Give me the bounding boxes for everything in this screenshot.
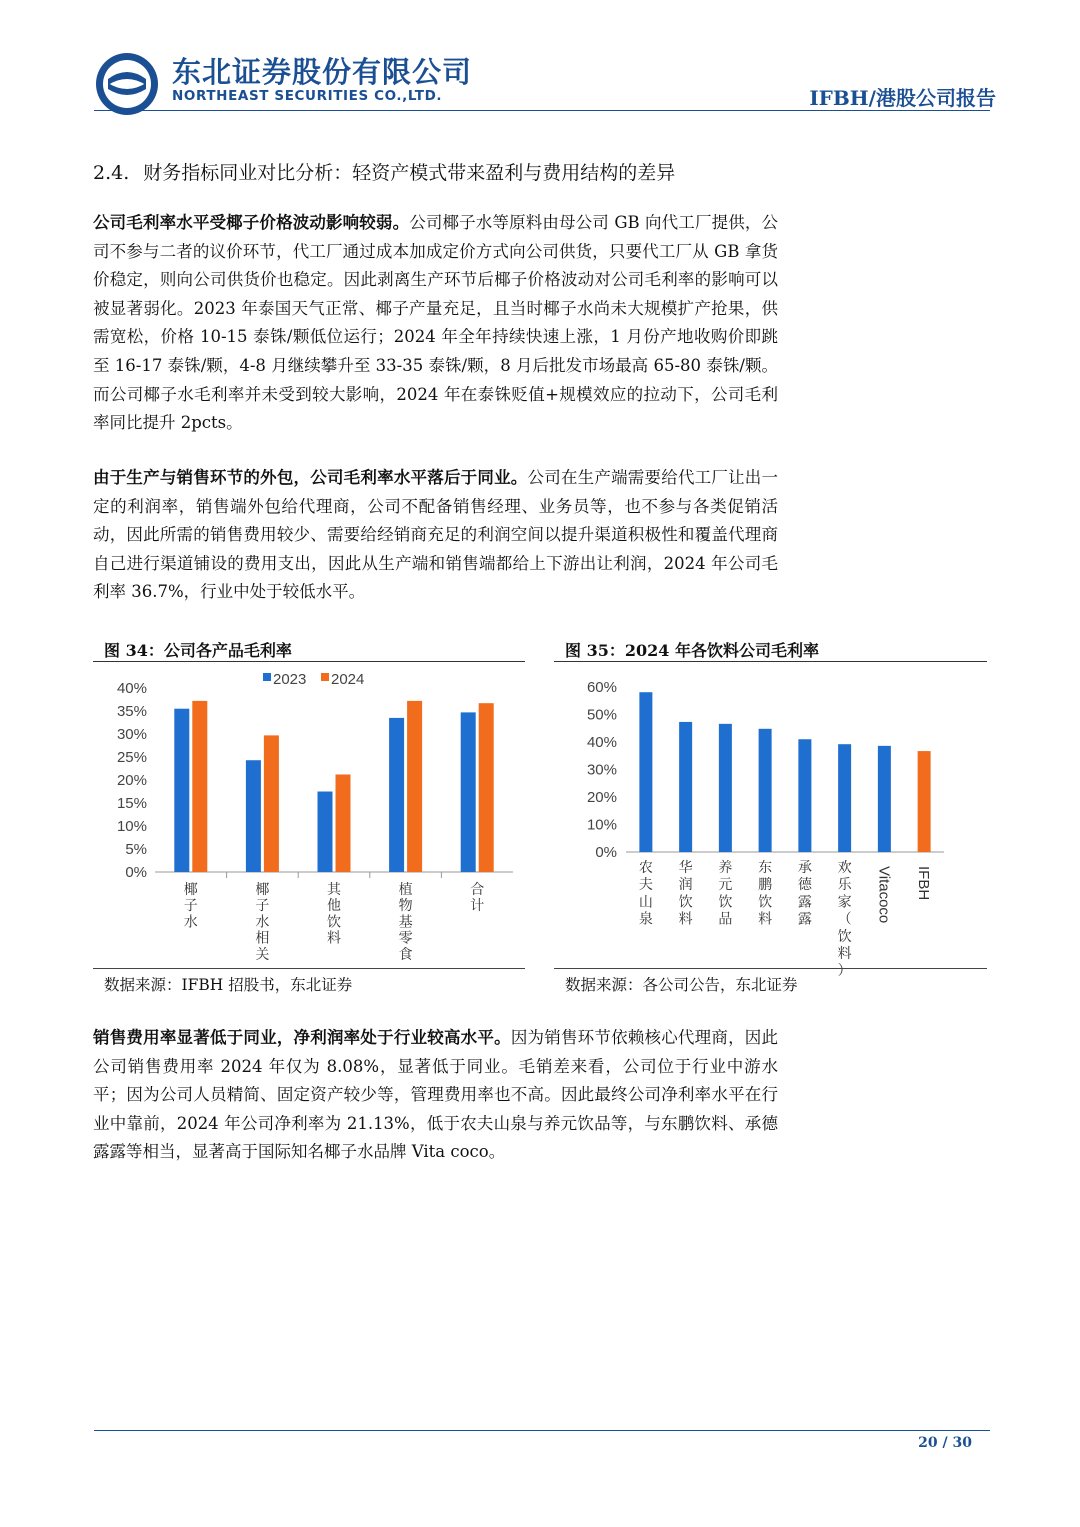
figure-34-source: 数据来源：IFBH 招股书，东北证券 bbox=[104, 976, 353, 994]
paragraph-lead: 由于生产与销售环节的外包，公司毛利率水平落后于同业。 bbox=[93, 468, 528, 487]
bar-2023-3 bbox=[318, 792, 333, 873]
figure-35-top-rule bbox=[554, 661, 987, 662]
paragraph-body: 因为销售环节依赖核心代理商，因此公司销售费用率 2024 年仅为 8.08%，显著低于同业。毛销差来看，公司位于行业中游水平；因为公司人员精简、固定资产较少等，管理费用率也不高。因此最终公司净利率水平在行业中靠前，2024 年公司净利率为 21.13%，低于农夫山泉与养元饮品等，与东鹏饮料、承德露露等相当，显著高于国际知名椰子水品牌 Vita coco。 bbox=[93, 1028, 779, 1162]
y-tick-label: 10% bbox=[116, 818, 147, 835]
y-tick-label: 15% bbox=[116, 795, 147, 812]
y-tick-label: 20% bbox=[586, 789, 617, 806]
x-category-label: 椰子水相关 bbox=[255, 881, 270, 962]
y-tick-label: 30% bbox=[116, 726, 147, 743]
x-category-label: 椰子水 bbox=[183, 881, 198, 930]
y-tick-label: 25% bbox=[116, 749, 147, 766]
figure-35-chart bbox=[554, 663, 987, 979]
y-tick-label: 0% bbox=[125, 864, 147, 881]
x-category-label: 养元饮品 bbox=[718, 859, 733, 927]
bar-4 bbox=[759, 729, 772, 852]
x-category-label: 欢乐家（饮料） bbox=[837, 859, 852, 979]
paragraph-outsourcing-margin bbox=[93, 464, 778, 607]
section-heading bbox=[93, 158, 675, 185]
y-tick-label: 0% bbox=[595, 844, 617, 861]
x-category-label: 农夫山泉 bbox=[638, 859, 653, 927]
figure-34-title: 图 34：公司各产品毛利率 bbox=[104, 641, 292, 660]
page-number: 20 / 30 bbox=[918, 1435, 972, 1451]
x-category-label: 东鹏饮料 bbox=[758, 859, 773, 927]
bar-7 bbox=[878, 746, 891, 852]
x-category-label: Vitacoco bbox=[875, 866, 893, 924]
bar-2023-5 bbox=[461, 712, 476, 872]
bar-2024-5 bbox=[479, 703, 494, 872]
x-category-label: 其他饮料 bbox=[327, 881, 341, 946]
bar-2023-4 bbox=[389, 718, 404, 872]
header-divider bbox=[94, 110, 990, 111]
x-category-label: IFBH bbox=[915, 866, 933, 901]
bar-2024-4 bbox=[407, 701, 422, 872]
figure-34-bottom-rule bbox=[93, 968, 525, 969]
bar-5 bbox=[798, 739, 811, 852]
y-tick-label: 20% bbox=[116, 772, 147, 789]
legend-swatch-2023 bbox=[263, 673, 271, 681]
bar-2024-1 bbox=[192, 701, 207, 872]
y-tick-label: 40% bbox=[586, 734, 617, 751]
bar-8 bbox=[918, 751, 931, 852]
y-tick-label: 30% bbox=[586, 761, 617, 779]
bar-2024-3 bbox=[336, 774, 351, 872]
figure-34-top-rule bbox=[93, 661, 525, 662]
figure-35-bottom-rule bbox=[554, 968, 987, 969]
company-logo-icon bbox=[94, 51, 160, 117]
y-tick-label: 35% bbox=[116, 703, 147, 720]
bar-2 bbox=[679, 722, 692, 852]
legend-swatch-2024 bbox=[321, 673, 329, 681]
paragraph-body: 公司椰子水等原料由母公司 GB 向代工厂提供，公司不参与二者的议价环节，代工厂通过成本加成定价方式向公司供货，只要代工厂从 GB 拿货价稳定，则向公司供货价也稳定。因此剥离生产环节后椰子价格波动对公司毛利率的影响可以被显著弱化。2023 年泰国天气正常、椰子产量充足，且当时椰子水尚未大规模扩产抢果，供需宽松，价格 10-15 泰铢/颗低位运行；2024 年全年持续快速上涨，1 月份产地收购价即跳至 16-17 泰铢/颗，4-8 月继续攀升至 33-35 泰铢/颗，8 月后批发市场最高 65-80 泰铢/颗。而公司椰子水毛利率并未受到较大影响，2024 年在泰铢贬值+规模效应的拉动下，公司毛利率同比提升 2pcts。 bbox=[93, 213, 779, 433]
y-tick-label: 50% bbox=[586, 706, 617, 724]
x-category-label: 合计 bbox=[470, 881, 485, 914]
bar-2023-1 bbox=[174, 709, 189, 872]
x-category-label: 植物基零食 bbox=[398, 881, 413, 962]
section-title: 财务指标同业对比分析：轻资产模式带来盈利与费用结构的差异 bbox=[143, 162, 676, 184]
company-name-cn: 东北证券股份有限公司 bbox=[172, 55, 473, 89]
paragraph-lead: 公司毛利率水平受椰子价格波动影响较弱。 bbox=[93, 213, 410, 232]
paragraph-gross-margin-coconut bbox=[93, 209, 778, 438]
y-tick-label: 40% bbox=[116, 680, 147, 697]
section-number: 2.4. bbox=[93, 162, 130, 184]
bar-6 bbox=[838, 744, 851, 852]
paragraph-lead: 销售费用率显著低于同业，净利润率处于行业较高水平。 bbox=[93, 1028, 511, 1047]
figure-35-title: 图 35：2024 年各饮料公司毛利率 bbox=[565, 641, 819, 660]
x-category-label: 承德露露 bbox=[797, 859, 812, 927]
figure-35-source: 数据来源：各公司公告，东北证券 bbox=[565, 976, 798, 994]
legend-label-2023: 2023 bbox=[273, 671, 307, 688]
bar-2024-2 bbox=[264, 735, 279, 872]
company-name-en: NORTHEAST SECURITIES CO.,LTD. bbox=[172, 88, 443, 104]
bar-2023-2 bbox=[246, 760, 261, 872]
paragraph-body: 公司在生产端需要给代工厂让出一定的利润率，销售端外包给代理商，公司不配备销售经理、业务员等，也不参与各类促销活动，因此所需的销售费用较少、需要给经销商充足的利润空间以提升渠道积极性和覆盖代理商自己进行渠道铺设的费用支出，因此从生产端和销售端都给上下游出让利润，2024 年公司毛利率 36.7%，行业中处于较低水平。 bbox=[93, 468, 779, 602]
y-tick-label: 5% bbox=[125, 841, 147, 858]
paragraph-selling-expense bbox=[93, 1024, 778, 1167]
x-category-label: 华润饮料 bbox=[678, 859, 693, 927]
bar-1 bbox=[639, 692, 652, 852]
figure-34-chart bbox=[93, 663, 525, 967]
report-tag: IFBH/港股公司报告 bbox=[809, 86, 996, 110]
y-tick-label: 10% bbox=[586, 816, 617, 834]
bar-3 bbox=[719, 724, 732, 852]
legend-label-2024: 2024 bbox=[331, 671, 365, 688]
y-tick-label: 60% bbox=[586, 679, 617, 696]
footer-divider bbox=[94, 1430, 990, 1431]
